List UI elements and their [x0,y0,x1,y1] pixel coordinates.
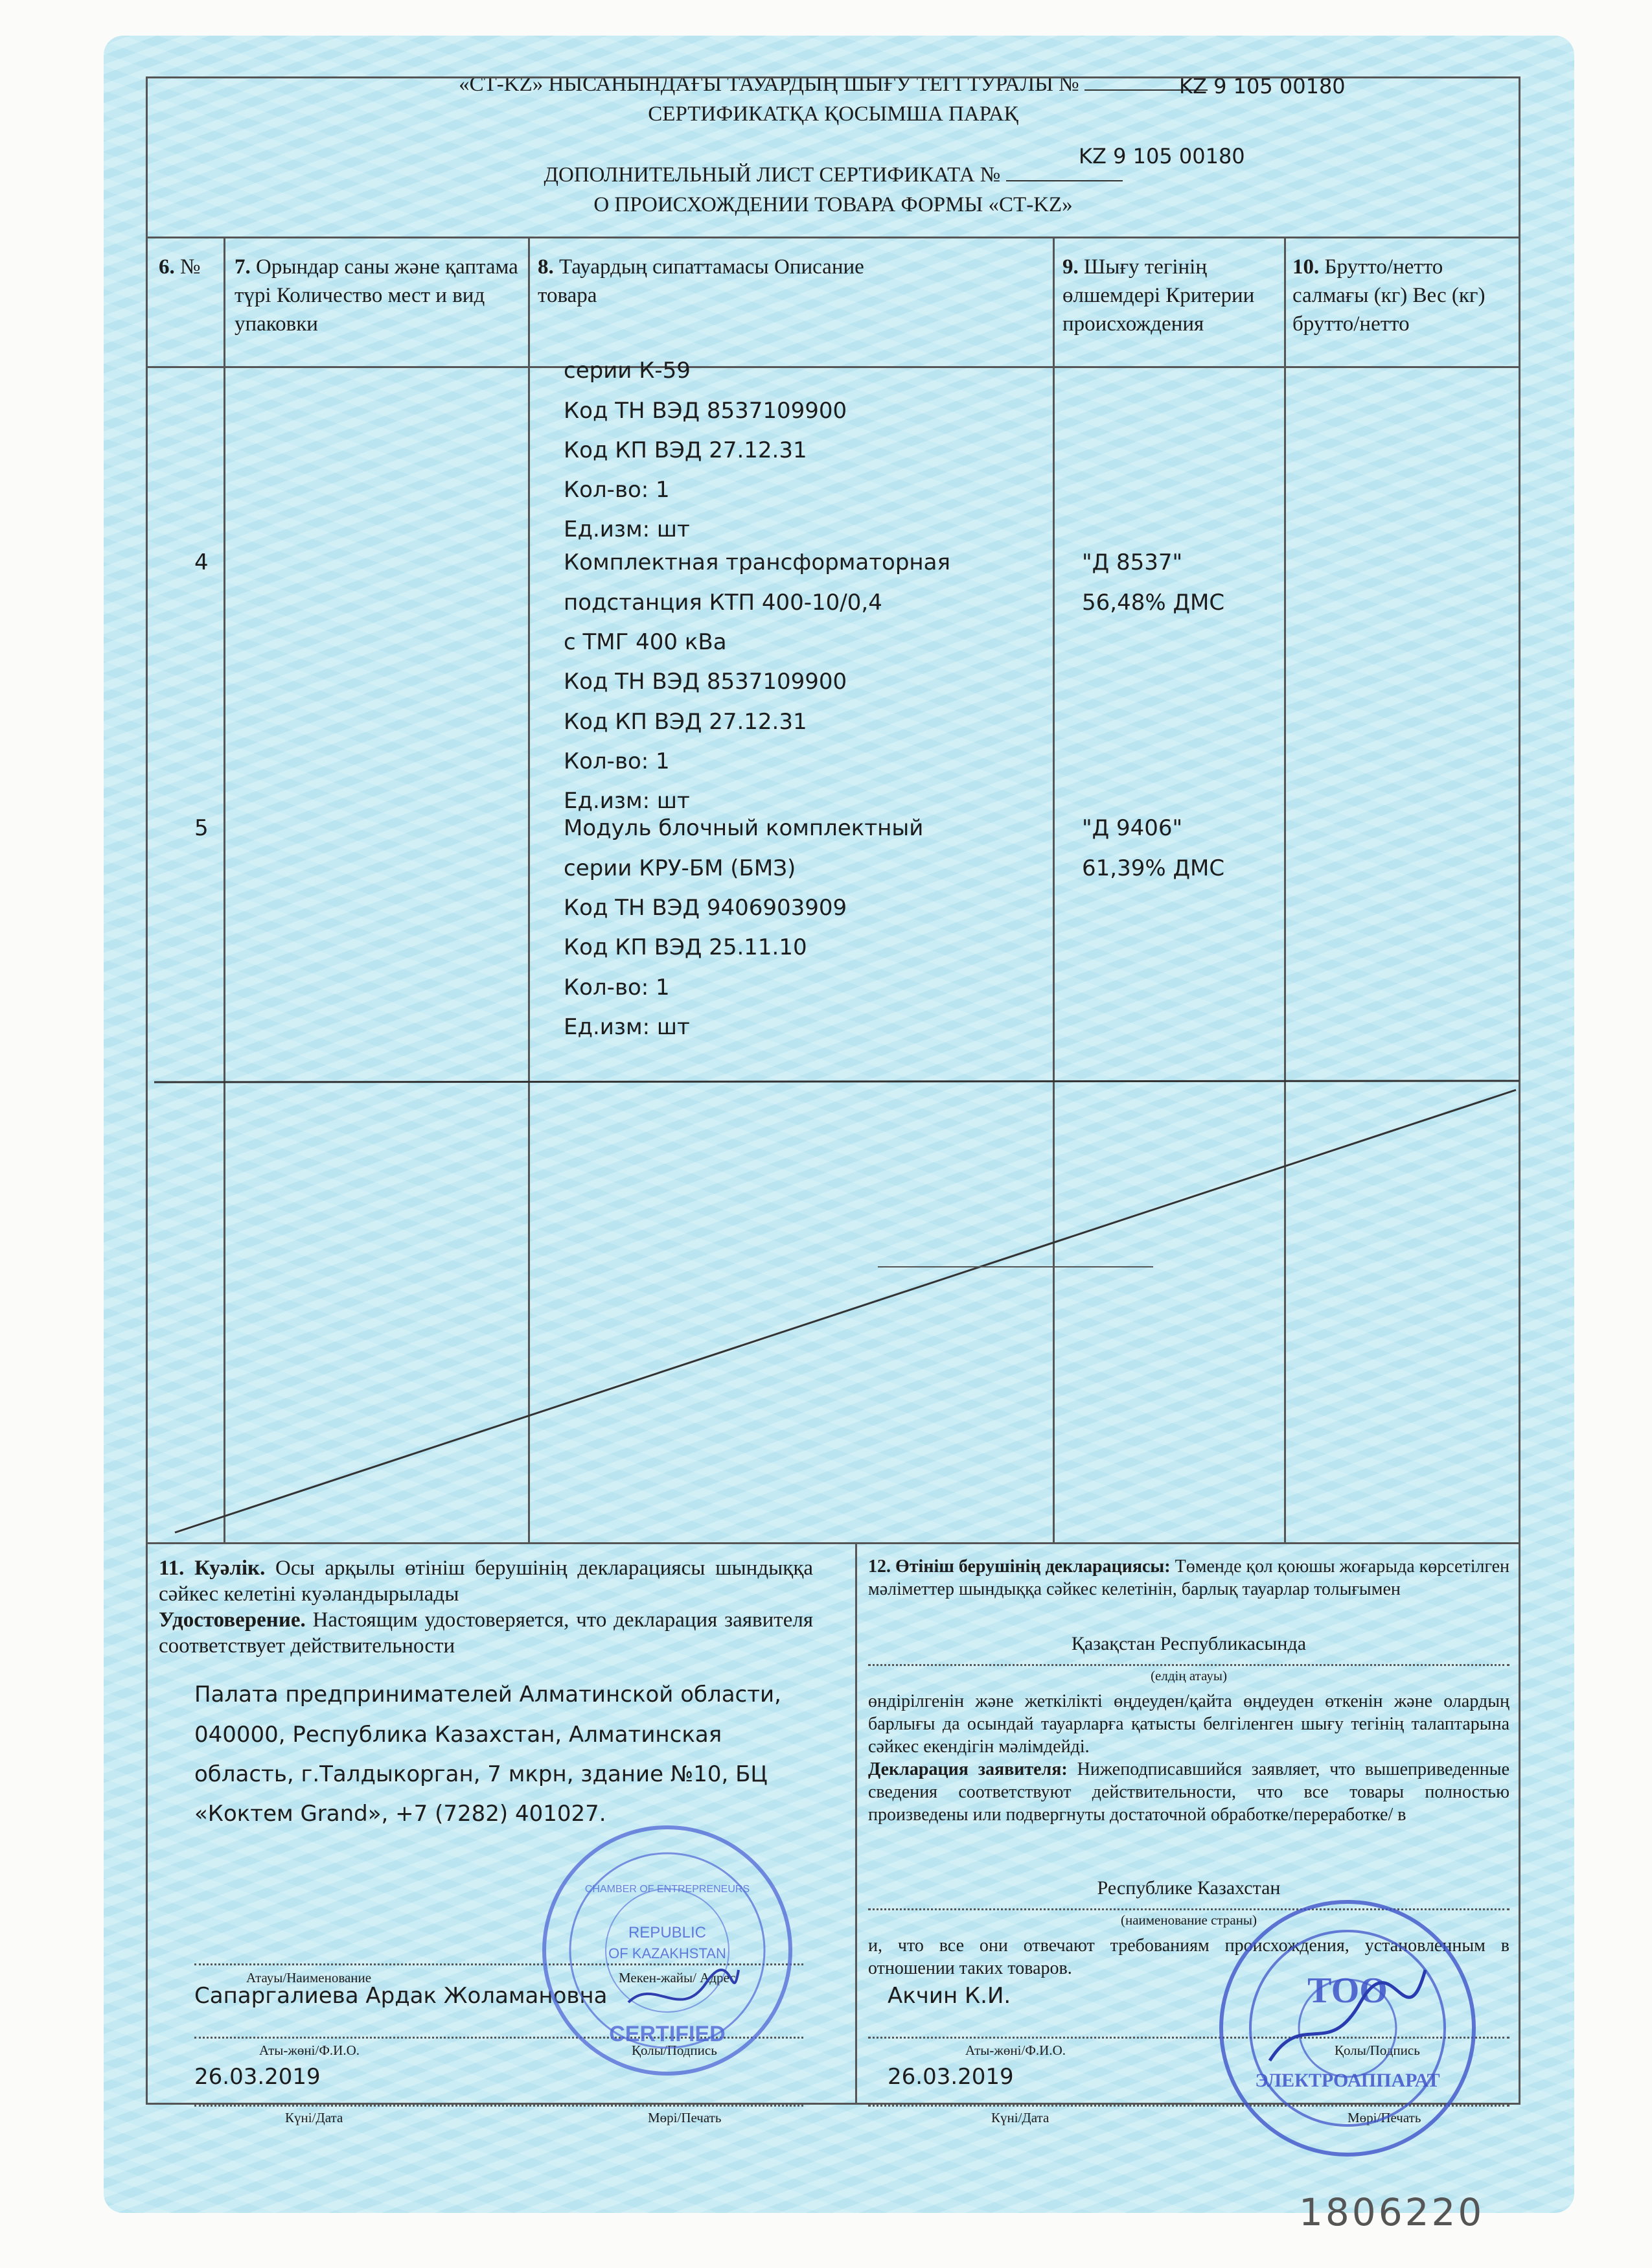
criteria-percent-5: 61,39% ДМС [1082,855,1225,881]
desc-line: серии КРУ-БМ (БМЗ) [564,855,796,881]
certificate-number-1: KZ 9 105 00180 [1179,74,1346,98]
org-line: область, г.Талдыкорган, 7 мкрн, здание №10, БЦ [194,1761,768,1787]
desc-line: Кол-во: 1 [564,748,670,774]
stamp-left-text-1: REPUBLIC [628,1924,707,1941]
section12-date: 26.03.2019 [888,2064,1014,2090]
label-fio-11: Аты-жөні/Ф.И.О. [259,2042,360,2058]
label-fio-12: Аты-жөні/Ф.И.О. [965,2042,1066,2058]
desc-line: Код КП ВЭД 27.12.31 [564,437,807,463]
desc-line: Ед.изм: шт [564,788,690,814]
header-line-4: О ПРОИСХОЖДЕНИИ ТОВАРА ФОРМЫ «СТ-KZ» [593,193,1073,216]
desc-line: Комплектная трансформаторная [564,550,950,575]
section11-date: 26.03.2019 [194,2064,321,2090]
section12-text2: өндірілгенін және жеткілікті өңдеуден/қайта өңдеуден өткенін және олардың барлығы да осындай тауарларға қатысты белгіленген шығу тегінің талаптарына сәйкес екендігін мәлімдейді. Декларация заявителя: Нижеподписавшийся заявляет, что вышеприведенные сведения соответствуют действительности, что все товары полностью произведены или подвергнуты достаточной обработке/переработке/ в [868,1691,1510,1825]
criteria-percent-4: 56,48% ДМС [1082,590,1225,616]
desc-line: Ед.изм: шт [564,1014,690,1040]
org-line: 040000, Республика Казахстан, Алматинская [194,1722,722,1748]
country-kz-dotted-line [868,1664,1509,1666]
col-header-6: 6. № [159,255,201,279]
col-header-7: 7. Орындар саны және қаптама түрі Количество мест и вид упаковки [235,255,518,336]
label-name: Атауы/Наименование [246,1970,372,1985]
section11-signer: Сапаргалиева Ардак Жоламановна [194,1983,608,2009]
chamber-stamp [531,1814,803,2087]
date-dotted-line [194,2105,803,2107]
label-date-12: Күні/Дата [991,2110,1050,2125]
label-address: Мекен-жайы/ Адрес [619,1970,736,1985]
stamp-left-text-2: OF KAZAKHSTAN [608,1945,726,1961]
country-kz: Қазақстан Республикасында [1071,1633,1307,1654]
stamp-right-text-2: ЭЛЕКТРОАППАРАТ [1255,2070,1440,2091]
label-sign-11: Қолы/Подпись [632,2042,717,2058]
document-serial-number: 1806220 [1299,2190,1485,2234]
item-number-4: 4 [194,550,209,575]
section11-text: 11. Куәлік. Осы арқылы өтініш берушінің декларациясы шындыққа сәйкес келетіні куәландырылады Удостоверение. Настоящим удостоверяется, что декларация заявителя соответствует действительности [159,1556,814,1658]
label-date-11: Күні/Дата [285,2110,343,2125]
header-line-3: ДОПОЛНИТЕЛЬНЫЙ ЛИСТ СЕРТИФИКАТА № [146,163,1520,187]
label-stamp-12: Мөрі/Печать [1348,2110,1421,2125]
org-line: Палата предпринимателей Алматинской области, [194,1682,781,1707]
label-country-ru: (наименование страны) [1120,1912,1257,1928]
desc-line: Код КП ВЭД 25.11.10 [564,934,807,960]
col-header-9: 9. Шығу тегінің өлшемдері Критерии происхождения [1062,255,1255,336]
desc-line: Кол-во: 1 [564,975,670,1001]
desc-line: серии К-59 [564,358,691,384]
section12-text1: 12. Өтініш берушінің декларациясы: Төменде қол қоюшы жоғарыда көрсетілген мәліметтер шындыққа сәйкес келетінін, барлық тауарлар толығымен [868,1556,1509,1599]
desc-line: подстанция КТП 400-10/0,4 [564,590,882,616]
desc-line: Ед.изм: шт [564,516,690,542]
criteria-code-4: "Д 8537" [1082,550,1183,575]
label-stamp-11: Мөрі/Печать [648,2110,722,2125]
signature-left [628,1970,739,2002]
stamp-right-text-1: ТОО [1307,1971,1388,2011]
stamp-left-text-3: CHAMBER OF ENTREPRENEURS [584,1884,750,1895]
col-header-10: 10. Брутто/нетто салмағы (кг) Вес (кг) брутто/нетто [1292,255,1486,336]
company-stamp [1192,1892,1503,2164]
horizontal-stroke [154,1081,1519,1082]
criteria-code-5: "Д 9406" [1082,815,1183,841]
desc-line: Код ТН ВЭД 9406903909 [564,895,847,921]
desc-line: Код КП ВЭД 27.12.31 [564,709,807,735]
certificate-number-2: KZ 9 105 00180 [1079,144,1245,168]
desc-line: Кол-во: 1 [564,477,670,503]
label-country-kz: (елдің атауы) [1151,1668,1227,1684]
desc-line: Код ТН ВЭД 8537109900 [564,669,847,695]
section12-signer: Акчин К.И. [888,1983,1011,2009]
header-line-2: СЕРТИФИКАТҚА ҚОСЫМША ПАРАҚ [648,102,1018,126]
org-line: «Коктем Grand», +7 (7282) 401027. [194,1801,606,1827]
desc-line: Модуль блочный комплектный [564,815,924,841]
diagonal-stroke [175,1090,1516,1533]
country-ru: Республике Казахстан [1097,1877,1281,1899]
header-line-1: «СТ-KZ» НЫСАНЫНДАҒЫ ТАУАРДЫҢ ШЫҒУ ТЕГІ ТУРАЛЫ № [146,73,1520,97]
col-header-8: 8. Тауардың сипаттамасы Описание товара [538,255,864,307]
desc-line: с ТМГ 400 кВа [564,629,727,655]
section12-text4: и, что все они отвечают требованиям происхождения, установленным в отношении таких товаров. [868,1936,1509,1978]
desc-line: Код ТН ВЭД 8537109900 [564,398,847,424]
item-number-5: 5 [194,815,209,841]
label-sign-12: Қолы/Подпись [1335,2042,1420,2058]
stamp-left-text-4: CERTIFIED [609,2022,726,2046]
